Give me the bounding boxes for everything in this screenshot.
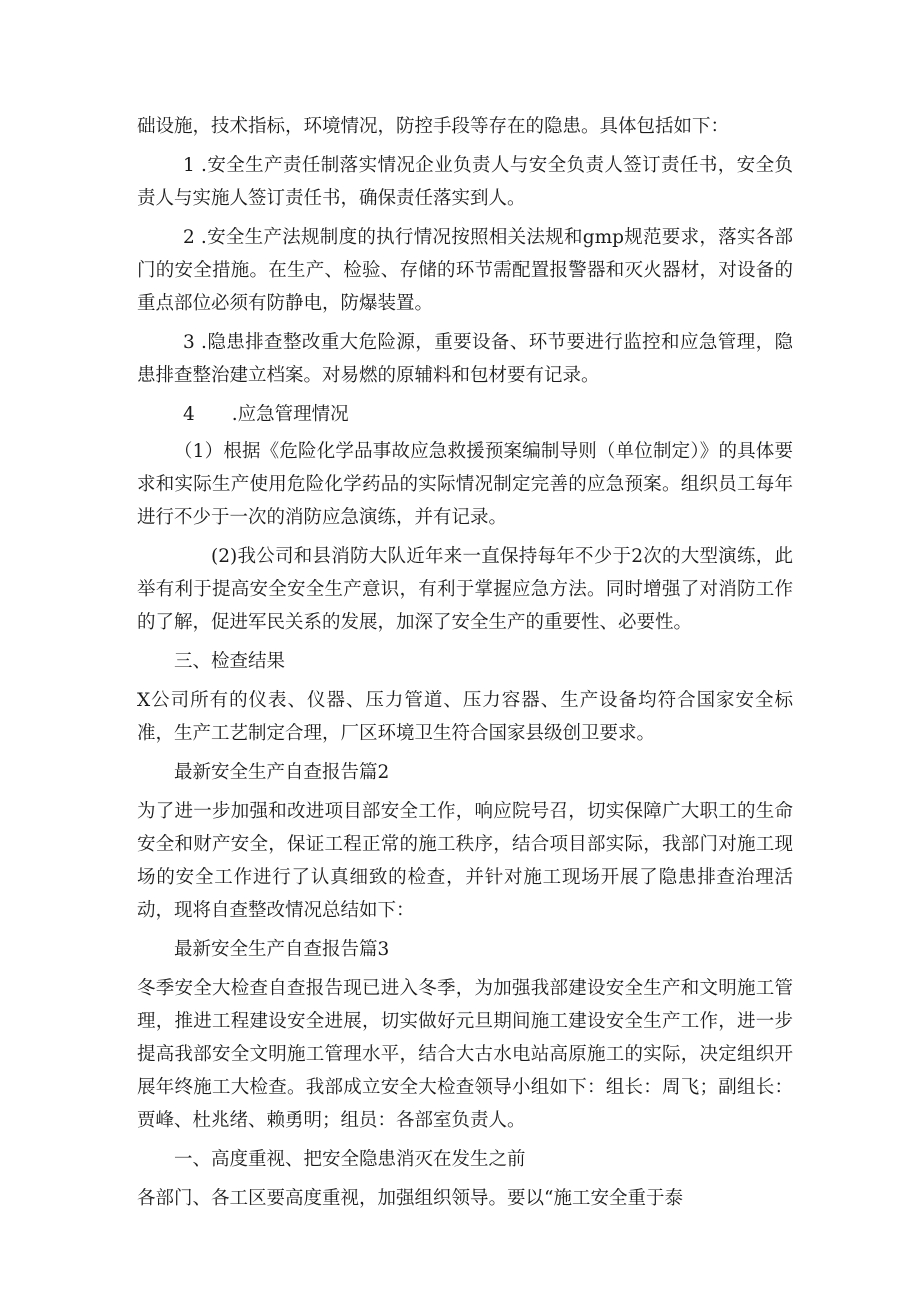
paragraph-priority-start: 各部门、各工区要高度重视，加强组织领导。要以“施工安全重于泰 — [137, 1188, 683, 1209]
report-title-2: 最新安全生产自查报告篇2 — [174, 762, 390, 783]
paragraph-item-3-hazards: 3 .隐患排查整改重大危险源，重要设备、环节要进行监控和应急管理，隐患排查整治建立档案。对易燃的原辅料和包材要有记录。 — [137, 332, 793, 386]
report-title-3: 最新安全生产自查报告篇3 — [174, 939, 390, 960]
paragraph-item-1-responsibility: 1 .安全生产责任制落实情况企业负责人与安全负责人签订责任书，安全负责人与实施人签订责任书，确保责任落实到人。 — [137, 155, 793, 209]
paragraph-report-3: 冬季安全大检查自查报告现已进入冬季，为加强我部建设安全生产和文明施工管理，推进工程建设安全进展，切实做好元旦期间施工建设安全生产工作，进一步提高我部安全文明施工管理水平，结合大古水电站高原施工的实际，决定组织开展年终施工大检查。我部成立安全大检查领导小组如下：组长：周飞；副组长：贾峰、杜兆绪、赖勇明；组员：各部室负责人。 — [137, 978, 793, 1131]
paragraph-intro-continuation: 础设施，技术指标，环境情况，防控手段等存在的隐患。具体包括如下： — [137, 116, 730, 137]
paragraph-sub-2-drills: (2)我公司和县消防大队近年来一直保持每年不少于2次的大型演练，此举有利于提高安全安全生产意识，有利于掌握应急方法。同时增强了对消防工作的了解，促进军民关系的发展，加深了安全生产的重要性、必要性。 — [137, 546, 793, 633]
paragraph-results: X公司所有的仪表、仪器、压力管道、压力容器、生产设备均符合国家安全标准，生产工艺制定合理，厂区环境卫生符合国家县级创卫要求。 — [137, 690, 793, 744]
paragraph-report-2: 为了进一步加强和改进项目部安全工作，响应院号召，切实保障广大职工的生命安全和财产安全，保证工程正常的施工秩序，结合项目部实际，我部门对施工现场的安全工作进行了认真细致的检查，并针对施工现场开展了隐患排查治理活动，现将自查整改情况总结如下： — [137, 801, 793, 921]
section-heading-results: 三、检查结果 — [174, 651, 286, 672]
document-body — [137, 110, 793, 1221]
paragraph-item-4-emergency: 4 .应急管理情况 — [183, 404, 349, 425]
paragraph-item-2-regulations: 2 .安全生产法规制度的执行情况按照相关法规和gmp规范要求，落实各部门的安全措施。在生产、检验、存储的环节需配置报警器和灭火器材，对设备的重点部位必须有防静电，防爆装置。 — [137, 227, 793, 314]
paragraph-sub-1-plan: （1）根据《危险化学品事故应急救援预案编制导则（单位制定）》的具体要求和实际生产使用危险化学药品的实际情况制定完善的应急预案。组织员工每年进行不少于一次的消防应急演练，并有记录。 — [137, 441, 793, 528]
section-heading-priority: 一、高度重视、把安全隐患消灭在发生之前 — [174, 1149, 526, 1170]
